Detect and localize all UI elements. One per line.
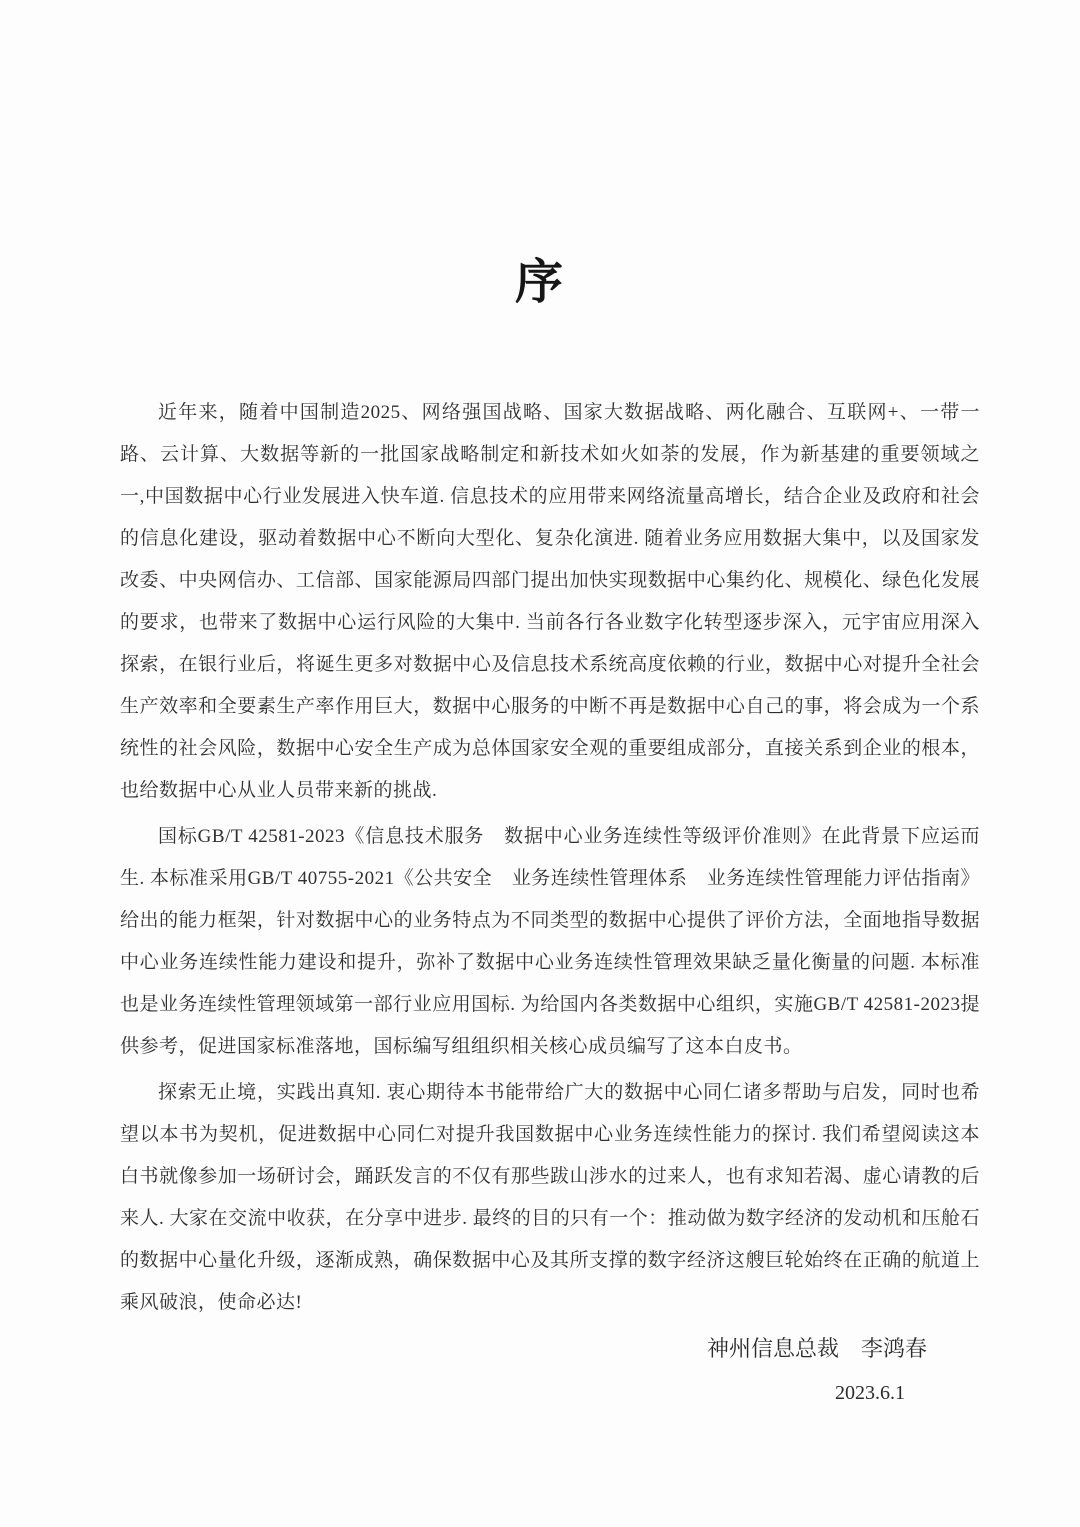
signature-block <box>0 1328 1080 1408</box>
preface-paragraph-2: 国标GB/T 42581-2023《信息技术服务 数据中心业务连续性等级评价准则》在此背景下应运而生. 本标准采用GB/T 40755-2021《公共安全 业务连续性管理体系 业务连续性管理能力评估指南》给出的能力框架，针对数据中心的业务特点为不同类型的数据中心提供了评价方法，全面地指导数据中心业务连续性能力建设和提升，弥补了数据中心业务连续性管理效果缺乏量化衡量的问题. 本标准也是业务连续性管理领域第一部行业应用国标. 为给国内各类数据中心组织，实施GB/T 42581-2023提供参考，促进国家标准落地，国标编写组组织相关核心成员编写了这本白皮书。 <box>120 826 980 1057</box>
preface-paragraph-3: 探索无止境，实践出真知. 衷心期待本书能带给广大的数据中心同仁诸多帮助与启发，同时也希望以本书为契机，促进数据中心同仁对提升我国数据中心业务连续性能力的探讨. 我们希望阅读这本白书就像参加一场研讨会，踊跃发言的不仅有那些跋山涉水的过来人，也有求知若渴、虚心请教的后来人. 大家在交流中收获，在分享中进步. 最终的目的只有一个：推动做为数字经济的发动机和压舱石的数据中心量化升级，逐渐成熟，确保数据中心及其所支撑的数字经济这艘巨轮始终在正确的航道上乘风破浪，使命必达! <box>120 1082 980 1313</box>
page-title: 序 <box>514 256 565 309</box>
preface-paragraph-1: 近年来，随着中国制造2025、网络强国战略、国家大数据战略、两化融合、互联网+、一带一路、云计算、大数据等新的一批国家战略制定和新技术如火如荼的发展，作为新基建的重要领域之一,中国数据中心行业发展进入快车道. 信息技术的应用带来网络流量高增长，结合企业及政府和社会的信息化建设，驱动着数据中心不断向大型化、复杂化演进. 随着业务应用数据大集中，以及国家发改委、中央网信办、工信部、国家能源局四部门提出加快实现数据中心集约化、规模化、绿色化发展的要求，也带来了数据中心运行风险的大集中. 当前各行各业数字化转型逐步深入，元宇宙应用深入探索，在银行业后，将诞生更多对数据中心及信息技术系统高度依赖的行业，数据中心对提升全社会生产效率和全要素生产率作用巨大，数据中心服务的中断不再是数据中心自己的事，将会成为一个系统性的社会风险，数据中心安全生产成为总体国家安全观的重要组成部分，直接关系到企业的根本，也给数据中心从业人员带来新的挑战. <box>120 402 980 801</box>
signature-author: 神州信息总裁 李鸿春 <box>706 1336 927 1361</box>
preface-body <box>120 392 980 1324</box>
signature-date: 2023.6.1 <box>835 1382 905 1404</box>
